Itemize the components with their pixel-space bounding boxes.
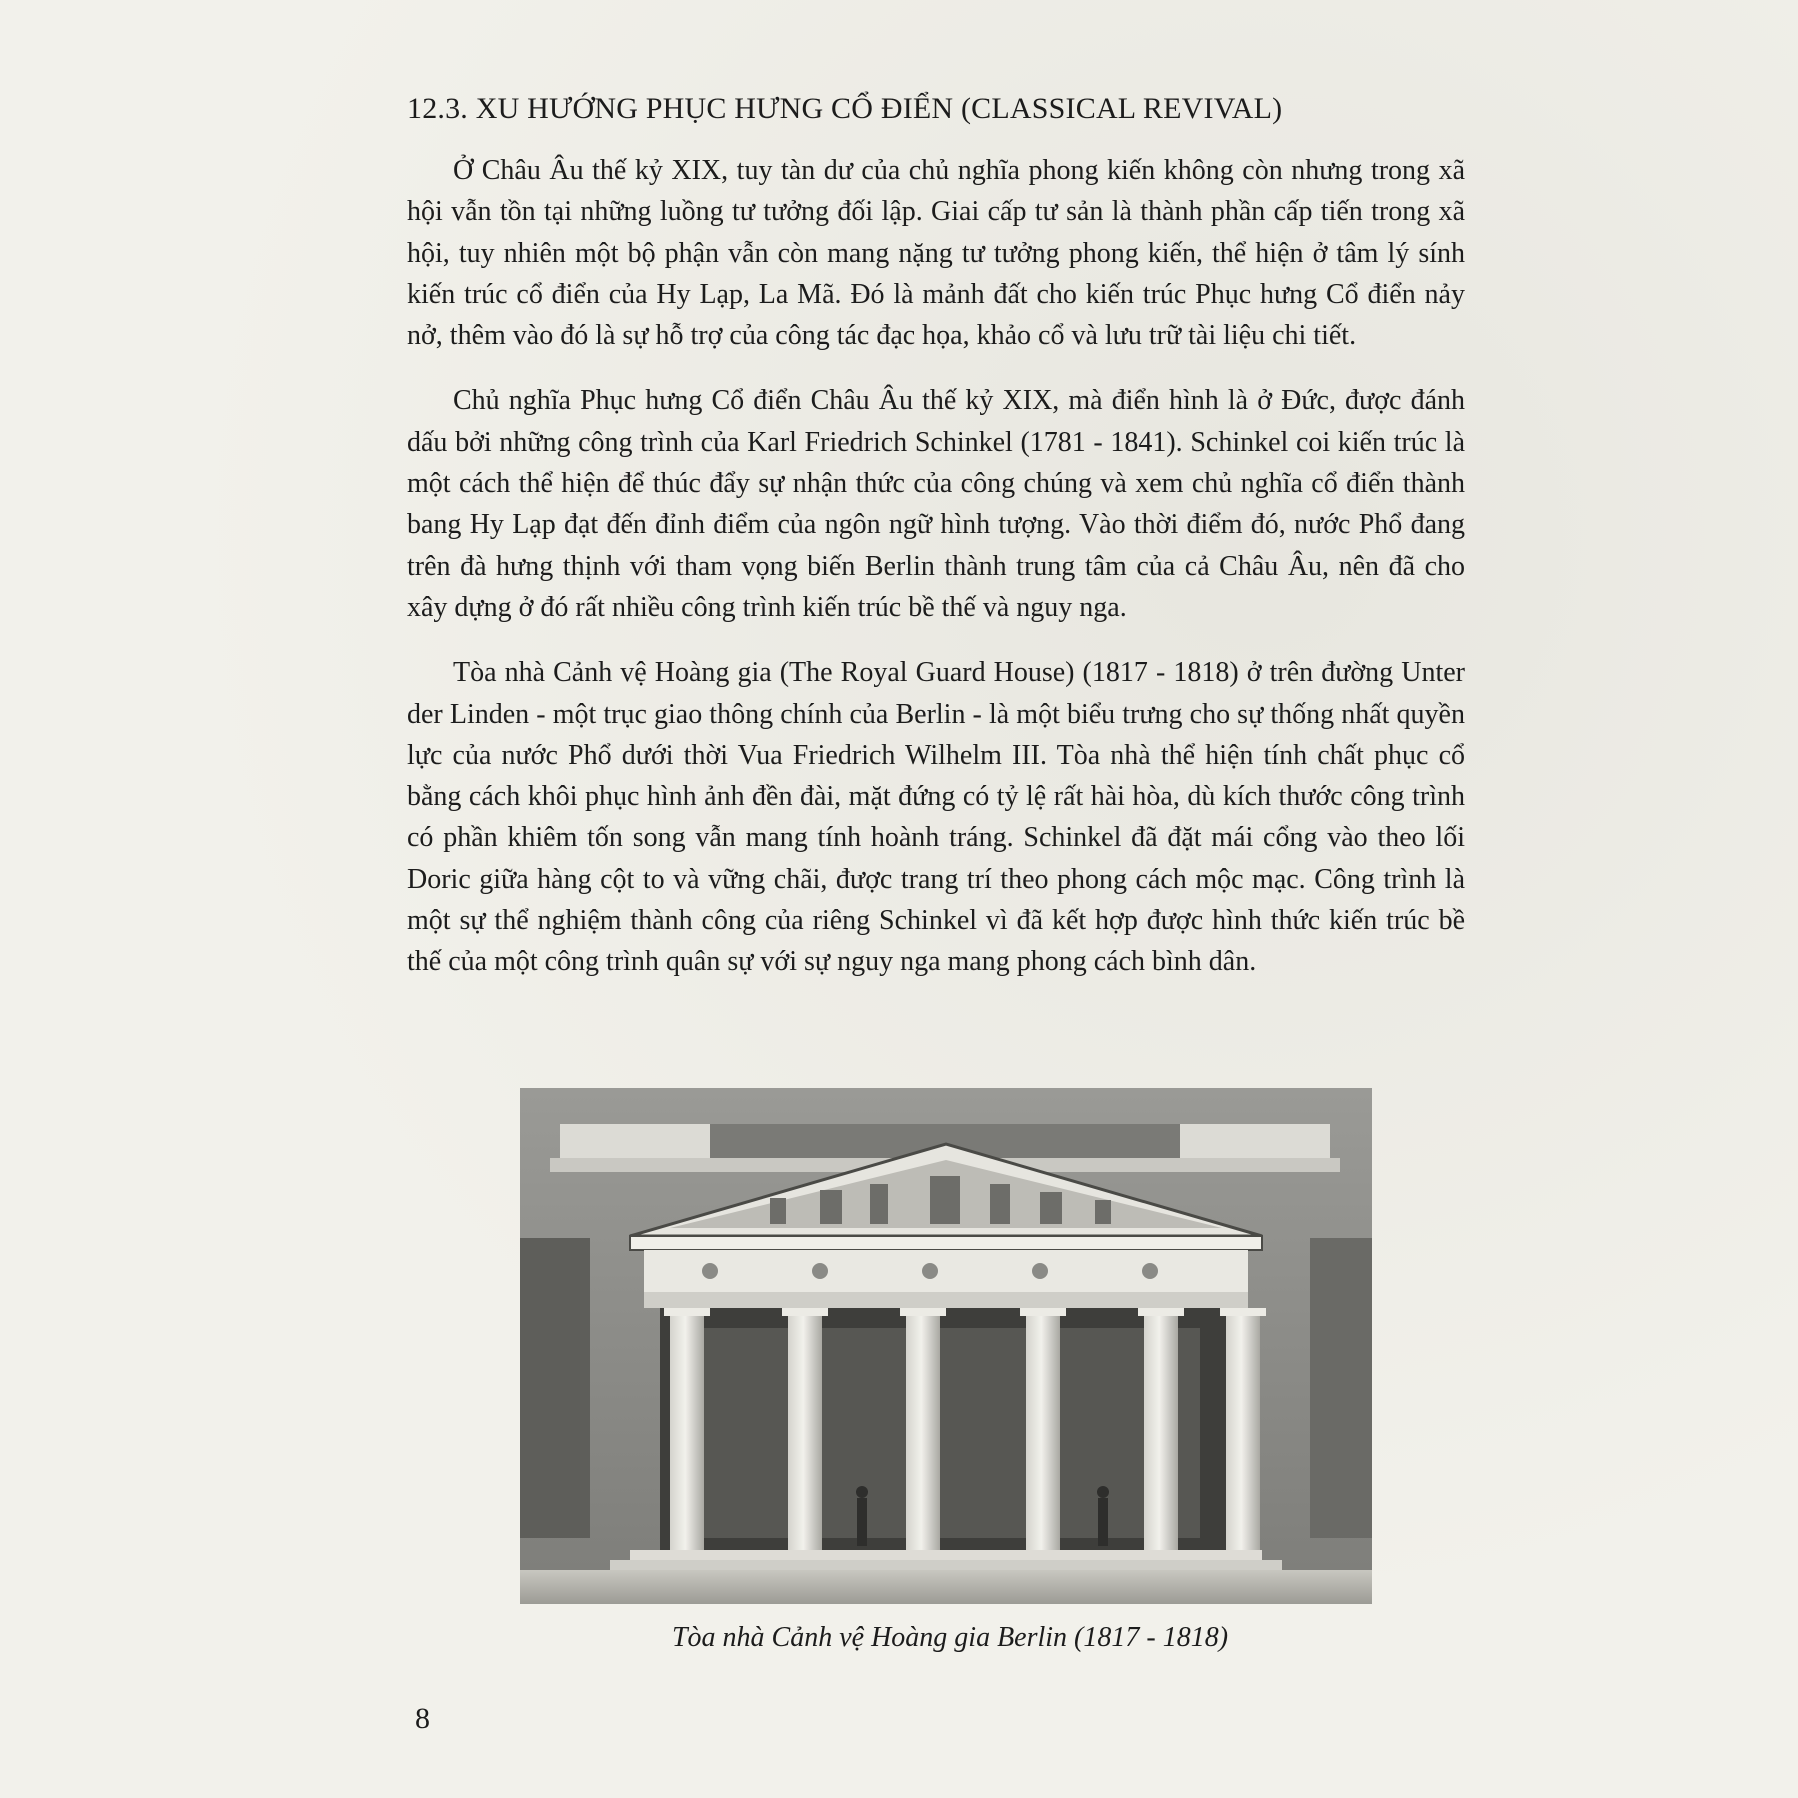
body-text xyxy=(407,150,1465,1007)
paragraph-2: Chủ nghĩa Phục hưng Cổ điển Châu Âu thế kỷ XIX, mà điển hình là ở Đức, được đánh dấu bởi những công trình của Karl Friedrich Schinkel (1781 - 1841). Schinkel coi kiến trúc là một cách thể hiện để thúc đẩy sự nhận thức của công chúng và xem chủ nghĩa cổ điển thành bang Hy Lạp đạt đến đỉnh điểm của ngôn ngữ hình tượng. Vào thời điểm đó, nước Phổ đang trên đà hưng thịnh với tham vọng biến Berlin thành trung tâm của cả Châu Âu, nên đã cho xây dựng ở đó rất nhiều công trình kiến trúc bề thế và nguy nga. xyxy=(407,385,1465,623)
section-heading: 12.3. XU HƯỚNG PHỤC HƯNG CỔ ĐIỂN (CLASSICAL REVIVAL) xyxy=(407,92,1283,125)
figure-caption: Tòa nhà Cảnh vệ Hoàng gia Berlin (1817 - 1818) xyxy=(671,1622,1229,1653)
page-number: 8 xyxy=(415,1702,430,1735)
paragraph-3: Tòa nhà Cảnh vệ Hoàng gia (The Royal Guard House) (1817 - 1818) ở trên đường Unter der Linden - một trục giao thông chính của Berlin - là một biểu trưng cho sự thống nhất quyền lực của nước Phổ dưới thời Vua Friedrich Wilhelm III. Tòa nhà thể hiện tính chất phục cổ bằng cách khôi phục hình ảnh đền đài, mặt đứng có tỷ lệ rất hài hòa, dù kích thước công trình có phần khiêm tốn song vẫn mang tính hoành tráng. Schinkel đã đặt mái cổng vào theo lối Doric giữa hàng cột to và vững chãi, được trang trí theo phong cách mộc mạc. Công trình là một sự thể nghiệm thành công của riêng Schinkel vì đã kết hợp được hình thức kiến trúc bề thế của một công trình quân sự với sự nguy nga mang phong cách bình dân. xyxy=(407,657,1465,978)
royal-guard-house-photo xyxy=(520,1088,1372,1604)
paragraph-1: Ở Châu Âu thế kỷ XIX, tuy tàn dư của chủ nghĩa phong kiến không còn nhưng trong xã hội vẫn tồn tại những luồng tư tưởng đối lập. Giai cấp tư sản là thành phần cấp tiến trong xã hội, tuy nhiên một bộ phận vẫn còn mang nặng tư tưởng phong kiến, thể hiện ở tâm lý sính kiến trúc cổ điển của Hy Lạp, La Mã. Đó là mảnh đất cho kiến trúc Phục hưng Cổ điển nảy nở, thêm vào đó là sự hỗ trợ của công tác đạc họa, khảo cổ và lưu trữ tài liệu chi tiết. xyxy=(407,155,1465,352)
